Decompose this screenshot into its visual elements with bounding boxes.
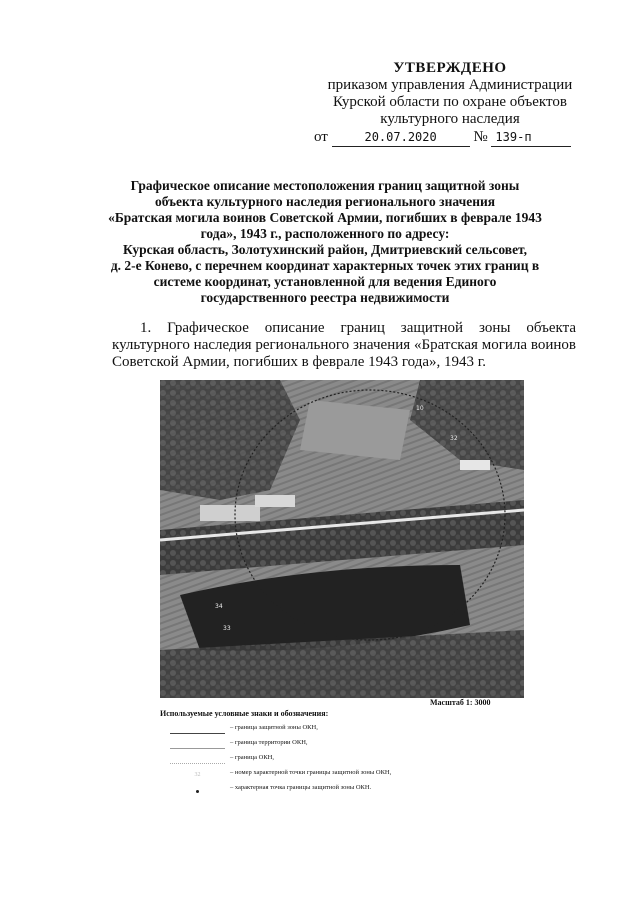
title-line-6: д. 2-е Конево, с перечнем координат характерных точек этих границ в — [110, 258, 540, 273]
building-cluster-3 — [460, 460, 490, 470]
object-boundary-line-symbol — [170, 757, 225, 764]
title-line-1: Графическое описание местоположения границ защитной зоны — [130, 178, 520, 193]
legend-text: – граница ОКН, — [230, 754, 274, 761]
title-line-7: системе координат, установленной для ведения Единого — [153, 274, 497, 289]
approval-number: 139-п — [491, 129, 571, 147]
zone-boundary-line-symbol — [170, 727, 225, 734]
legend-row — [170, 767, 500, 782]
approval-line-2: Курской области по охране объектов — [333, 94, 567, 110]
approval-line-1: приказом управления Администрации — [327, 77, 573, 93]
point-label-10: 10 — [416, 405, 424, 412]
building-cluster-1 — [200, 505, 260, 521]
map-scale: Масштаб 1: 3000 — [430, 698, 491, 707]
building-cluster-2 — [255, 495, 295, 507]
approval-date: 20.07.2020 — [332, 129, 470, 147]
title-line-8: государственного реестра недвижимости — [200, 290, 450, 305]
point-number-symbol: 32 — [194, 772, 201, 778]
aerial-map — [160, 380, 524, 698]
title-line-2: объекта культурного наследия регионального значения — [154, 194, 496, 209]
approval-line-3: культурного наследия — [380, 111, 520, 127]
point-label-34: 34 — [215, 603, 223, 610]
point-label-33: 33 — [223, 625, 231, 632]
document-title — [70, 178, 580, 306]
title-line-4: года», 1943 г., расположенного по адресу: — [200, 226, 450, 241]
approval-heading: УТВЕРЖДЕНО — [393, 60, 507, 76]
legend-text: – характерная точка границы защитной зоны ОКН. — [230, 784, 372, 791]
legend-row — [170, 782, 500, 797]
territory-boundary-line-symbol — [170, 742, 225, 749]
title-line-5: Курская область, Золотухинский район, Дмитриевский сельсовет, — [122, 242, 528, 257]
legend — [170, 722, 500, 797]
legend-row — [170, 722, 500, 737]
point-label-32: 32 — [450, 435, 458, 442]
from-label: от — [314, 129, 328, 145]
aerial-map-image — [160, 380, 524, 698]
legend-row — [170, 737, 500, 752]
legend-text: – номер характерной точки границы защитной зоны ОКН, — [230, 769, 392, 776]
field-center — [300, 400, 410, 460]
legend-text: – граница защитной зоны ОКН, — [230, 724, 318, 731]
legend-text: – граница территории ОКН, — [230, 739, 308, 746]
approval-date-line — [300, 129, 600, 147]
title-line-3: «Братская могила воинов Советской Армии, погибших в феврале 1943 — [108, 210, 542, 225]
section-text: 1. Графическое описание границ защитной зоны объекта культурного наследия регионального значения «Братская могила воинов Советской Армии, погибших в феврале 1943 года», 1943 г. — [112, 320, 576, 370]
legend-title: Используемые условные знаки и обозначения: — [160, 709, 329, 718]
approval-block — [300, 60, 600, 147]
point-marker-symbol — [170, 787, 225, 793]
legend-row — [170, 752, 500, 767]
section-paragraph — [112, 320, 576, 371]
number-label: № — [473, 129, 488, 145]
